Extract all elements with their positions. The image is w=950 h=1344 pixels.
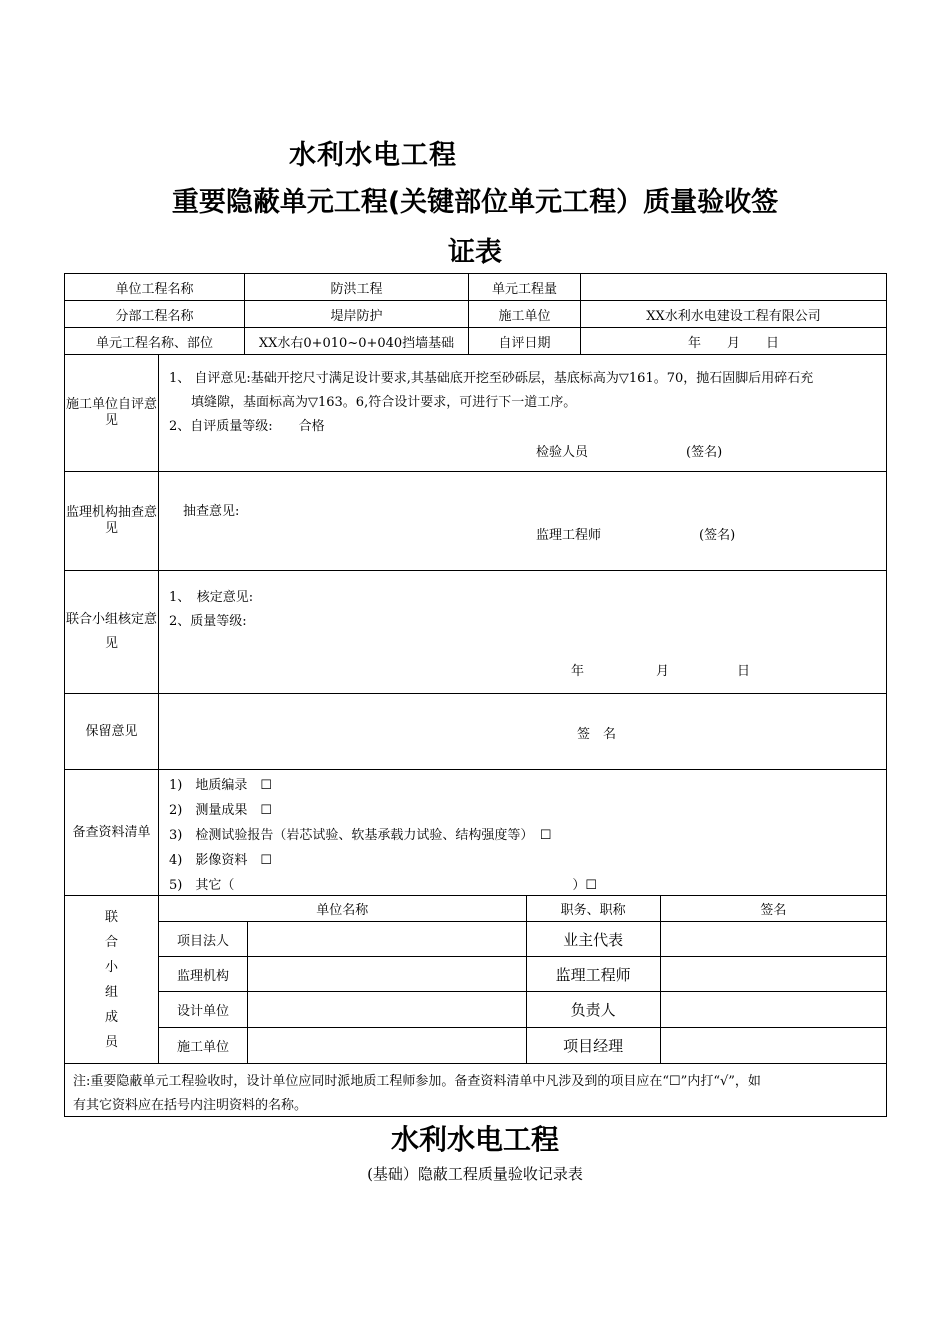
materials-row	[65, 770, 887, 896]
self-eval-date-value: 年 月 日	[581, 328, 887, 355]
member-org: 项目法人	[159, 922, 248, 957]
supervision-signature: (签名)	[699, 528, 736, 543]
members-header-unit: 单位名称	[159, 896, 527, 922]
info-row-unit-element	[65, 328, 887, 355]
title-line-3: 证表	[448, 237, 502, 268]
member-position: 业主代表	[526, 922, 660, 957]
note-row	[65, 1064, 887, 1117]
supervision-engineer-label: 监理工程师	[536, 528, 602, 543]
members-label: 联 合 小 组 成 员	[65, 896, 159, 1064]
construction-unit-value: XX水利水电建设工程有限公司	[581, 301, 887, 328]
self-eval-date-label: 自评日期	[469, 328, 581, 355]
material-item: 2) 测量成果 ☐	[169, 803, 272, 818]
joint-opinion-line-1: 1、 核定意见:	[169, 590, 254, 605]
member-row	[159, 992, 887, 1028]
self-eval-line-2: 填缝隙，基面标高为▽163。6,符合设计要求，可进行下一道工序。	[191, 395, 577, 410]
joint-year: 年	[571, 664, 585, 679]
member-row	[159, 957, 887, 992]
members-table	[158, 895, 887, 1064]
joint-month: 月	[656, 664, 670, 679]
acceptance-form-table	[64, 273, 887, 1117]
member-org: 施工单位	[159, 1028, 248, 1064]
reserve-signature: 签 名	[577, 727, 617, 742]
self-eval-label: 施工单位自评意见	[65, 355, 159, 472]
material-item: 5) 其它（ ）☐	[169, 878, 597, 893]
members-header-signature: 签名	[660, 896, 886, 922]
info-row-unit-project	[65, 274, 887, 301]
material-item: 3) 检测试验报告（岩芯试验、软基承载力试验、结构强度等） ☐	[169, 828, 552, 843]
member-position: 负责人	[526, 992, 660, 1028]
reserve-row	[65, 694, 887, 770]
joint-opinion-line-2: 2、质量等级:	[169, 614, 247, 629]
member-org: 监理机构	[159, 957, 248, 992]
members-header-title: 职务、职称	[526, 896, 660, 922]
materials-label: 备查资料清单	[65, 770, 159, 896]
unit-project-name-value: 防洪工程	[245, 274, 469, 301]
title-line-2: 重要隐蔽单元工程(关键部位单元工程）质量验收签	[171, 187, 779, 218]
reserve-label: 保留意见	[65, 694, 159, 770]
joint-day: 日	[737, 664, 751, 679]
member-position: 监理工程师	[526, 957, 660, 992]
supervision-label: 监理机构抽查意见	[65, 472, 159, 571]
material-item: 1) 地质编录 ☐	[169, 778, 272, 793]
sub-project-name-value: 堤岸防护	[245, 301, 469, 328]
self-eval-row	[65, 355, 887, 472]
supervision-row	[65, 472, 887, 571]
unit-element-name-label: 单元工程名称、部位	[65, 328, 245, 355]
construction-unit-label: 施工单位	[469, 301, 581, 328]
note-line-2: 有其它资料应在括号内注明资料的名称。	[73, 1098, 308, 1113]
member-row	[159, 1028, 887, 1064]
joint-team-row	[65, 571, 887, 694]
footer-subtitle: (基础）隐蔽工程质量验收记录表	[367, 1165, 583, 1183]
member-org: 设计单位	[159, 992, 248, 1028]
members-row	[65, 896, 887, 1064]
spot-check-opinion: 抽查意见:	[183, 504, 240, 519]
inspector-signature: (签名)	[686, 445, 723, 460]
material-item: 4) 影像资料 ☐	[169, 853, 272, 868]
member-position: 项目经理	[526, 1028, 660, 1064]
member-row	[159, 922, 887, 957]
self-eval-line-3: 2、自评质量等级: 合格	[169, 419, 325, 434]
unit-quantity-label: 单元工程量	[469, 274, 581, 301]
note-line-1: 注:重要隐蔽单元工程验收时，设计单位应同时派地质工程师参加。备查资料清单中凡涉及到的项目应在“☐”内打“√”，如	[73, 1074, 761, 1089]
inspector-label: 检验人员	[536, 445, 589, 460]
unit-quantity-value	[581, 274, 887, 301]
self-eval-line-1: 1、 自评意见:基础开挖尺寸满足设计要求,其基础底开挖至砂砾层，基底标高为▽161。70，抛石固脚后用碎石充	[169, 371, 814, 386]
footer-title: 水利水电工程	[390, 1123, 559, 1156]
info-row-sub-project	[65, 301, 887, 328]
title-line-1: 水利水电工程	[289, 140, 457, 171]
unit-element-name-value: XX水右0+010~0+040挡墙基础	[245, 328, 469, 355]
joint-team-label: 联合小组核定意见	[65, 571, 159, 694]
sub-project-name-label: 分部工程名称	[65, 301, 245, 328]
unit-project-name-label: 单位工程名称	[65, 274, 245, 301]
